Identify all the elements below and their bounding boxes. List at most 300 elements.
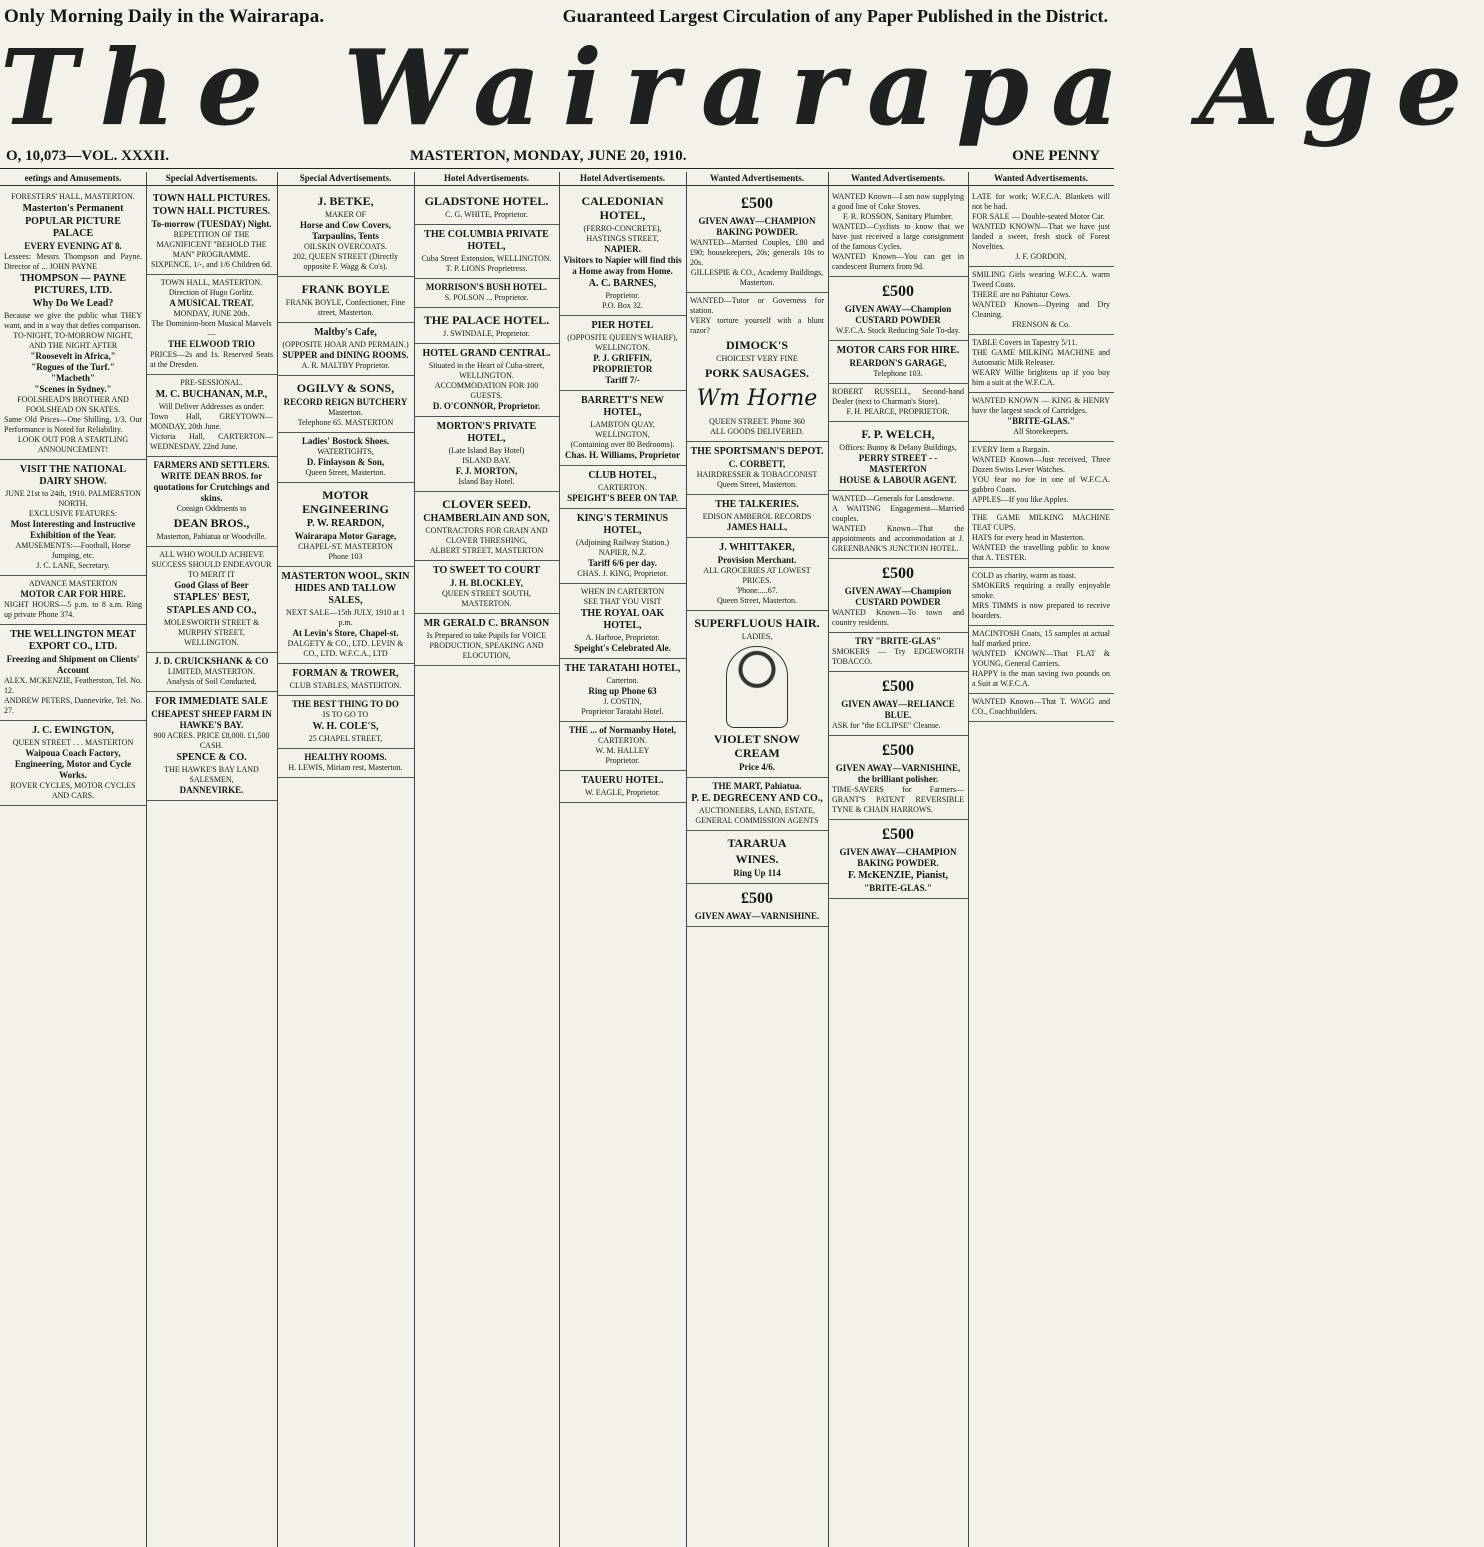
ad-line: THE MART, Pahiatua.: [712, 781, 802, 791]
ad-ogilvy: [277, 376, 414, 433]
ad-line: QUEEN STREET. Phone 360: [709, 417, 805, 426]
ad-line: TO-NIGHT, TO-MORROW NIGHT, AND THE NIGHT AFTER: [13, 331, 133, 350]
ad-line: (Adjoining Railway Station.): [575, 538, 670, 547]
ad-text: WANTED Known—You can get in candescent Burners from 9d.: [832, 252, 964, 271]
ad-betke: [277, 189, 414, 277]
ad-motor-car-hire: [0, 576, 146, 625]
ad-custard-powder: [828, 277, 968, 341]
ad-line: NEXT SALE—15th JULY, 1910 at 1 p.m.: [286, 608, 405, 627]
ad-line: T. P. LIONS Proprietress.: [445, 264, 528, 273]
ad-line: THE HAWKE'S BAY LAND SALESMEN,: [164, 765, 259, 784]
ad-mortons-hotel: [414, 417, 559, 492]
ad-text: WANTED Known—I am now supplying a good line of Coke Stoves.: [832, 192, 964, 211]
ad-columbia-hotel: [414, 225, 559, 279]
ad-caledonian-hotel: [559, 189, 686, 316]
ad-line: "Rogues of the Turf.": [31, 362, 115, 372]
ad-superfluous-hair: [686, 611, 828, 778]
ad-forman-trower: [277, 664, 414, 696]
ad-reardons-garage: [828, 341, 968, 384]
ad-line: "Roosevelt in Africa,": [30, 351, 116, 361]
ad-line: "Macbeth": [51, 373, 95, 383]
ad-healthy-rooms: [277, 749, 414, 778]
ad-heading: CLUB HOTEL,: [588, 470, 657, 481]
ad-line: F. J. MORTON,: [455, 466, 518, 476]
ad-text: HATS for every head in Masterton.: [972, 533, 1085, 542]
ad-line: ISLAND BAY.: [462, 456, 511, 465]
ad-gladstone-hotel: [414, 189, 559, 225]
ad-line: SIXPENCE, 1/-, and 1/6 Children 6d.: [151, 260, 272, 269]
ad-heading: £500: [741, 890, 773, 907]
ad-heading: WINES.: [735, 852, 779, 866]
ad-text: YOU fear no foe in one of W.F.C.A. gabbro Coats.: [972, 475, 1110, 494]
ad-line: J. SWINDALE, Proprietor.: [443, 329, 530, 338]
ad-line: DANNEVIRKE.: [179, 785, 244, 795]
ad-heading: THOMPSON — PAYNE PICTURES, LTD.: [19, 273, 127, 296]
ad-line: ACCOMMODATION FOR 100 GUESTS.: [434, 381, 539, 400]
ad-heading: P. W. REARDON,: [306, 518, 385, 529]
ad-line: Speight's Celebrated Ale.: [574, 643, 671, 653]
ad-text: LATE for work; W.F.C.A. Blankets will not be had.: [972, 192, 1110, 211]
ad-line: Offices: Bunny & Delany Buildings,: [839, 443, 957, 452]
ad-wanted-generals: [828, 491, 968, 559]
ad-line: 202, QUEEN STREET (Directly opposite F. Wagg & Co's).: [292, 252, 399, 271]
ad-tweed-coats: [968, 267, 1114, 335]
ad-line: NAPIER.: [604, 244, 641, 254]
ad-heading: THE WELLINGTON MEAT EXPORT CO., LTD.: [10, 629, 136, 652]
ad-text: MACINTOSH Coats, 15 samples at actual half marked price.: [972, 629, 1110, 648]
ad-text: SMOKERS — Try EDGEWORTH TOBACCO.: [832, 647, 964, 666]
ad-heading: CHAMBERLAIN AND SON,: [423, 513, 550, 524]
ad-text: WANTED—Cyclists to know that we have just received a large consignment of the famous Cycles.: [832, 222, 964, 251]
ad-heading: SPENCE & CO.: [176, 752, 247, 763]
ad-line: CHAS. J. KING, Proprietor.: [577, 569, 668, 578]
ad-line: Consign Oddments to: [176, 504, 247, 513]
ad-line: All Storekeepers.: [1013, 427, 1069, 436]
ad-line: Cuba Street Extension, WELLINGTON.: [421, 254, 552, 263]
ad-line: OILSKIN OVERCOATS.: [303, 242, 388, 251]
ad-heading: FRANK BOYLE: [301, 282, 390, 296]
price: ONE PENNY: [1012, 148, 1100, 164]
ad-motor-engineering: [277, 483, 414, 567]
column-heading: Special Advertisements.: [146, 172, 277, 186]
ad-line: HEALTHY ROOMS.: [304, 752, 387, 762]
ad-text: WANTED KNOWN—That FLAT & YOUNG, General Carriers.: [972, 649, 1110, 668]
ad-heading: THE COLUMBIA PRIVATE HOTEL,: [424, 229, 549, 252]
signature: Wm Horne: [696, 386, 818, 411]
ad-table-covers: [968, 335, 1114, 393]
ad-line: Ring Up 114: [733, 868, 781, 878]
ad-heading: A. C. BARNES,: [588, 278, 657, 289]
ad-line: Freezing and Shipment on Clients' Account: [6, 654, 140, 675]
ad-line: FOOLSHEAD'S BROTHER AND FOOLSHEAD ON SKATES.: [17, 395, 129, 414]
ad-line: CHEAPEST SHEEP FARM IN HAWKE'S BAY.: [151, 709, 272, 730]
ad-text: WANTED KNOWN—That we have just landed a sweet, fresh stock of Forest Novelties.: [972, 222, 1110, 251]
ad-dean-bros: [146, 457, 277, 547]
ad-line: DALGETY & CO., LTD. LEVIN & CO., LTD. W.F.C.A., LTD: [287, 639, 404, 658]
ad-heading: F. McKENZIE, Pianist,: [848, 870, 948, 881]
ad-text: WANTED—Tutor or Governess for station.: [690, 296, 824, 315]
dateline: [0, 148, 1114, 169]
ad-line: AMUSEMENTS:—Football, Horse Jumping, etc.: [15, 541, 131, 560]
ad-text: Same Old Prices—One Shilling, 1/3. Our Performance is Noted for Reliability.: [4, 415, 142, 434]
ad-line: FARMERS AND SETTLERS.: [153, 460, 270, 470]
ad-teat-cups: [968, 510, 1114, 568]
ad-line: (Late Island Bay Hotel): [448, 446, 525, 455]
ad-line: THE ... of Normanby Hotel,: [569, 725, 676, 735]
column-heading: Wanted Advertisements.: [686, 172, 828, 186]
ad-normanby-hotel: [559, 722, 686, 771]
ad-heading: KING'S TERMINUS HOTEL,: [576, 513, 669, 536]
ad-line: J. D. CRUICKSHANK & CO: [154, 656, 269, 666]
ad-meat-export: [0, 625, 146, 721]
ad-line: Ring up Phone 63: [588, 686, 657, 696]
ad-line: 900 ACRES. PRICE £8,000. £1,500 CASH.: [153, 731, 270, 750]
ad-line: (OPPOSITE QUEEN'S WHARF),: [567, 333, 678, 342]
ad-line: AUCTIONEERS, LAND, ESTATE, GENERAL COMMISSION AGENTS: [695, 806, 819, 825]
column-heading: eetings and Amusements.: [0, 172, 146, 186]
ad-line: EVERY EVENING AT 8.: [24, 241, 122, 251]
ad-line: ALBERT STREET, MASTERTON: [429, 546, 544, 555]
ad-line: TOWN HALL, MASTERTON.: [160, 278, 263, 287]
ad-line: CHAPEL-ST. MASTERTON: [298, 542, 393, 551]
ad-text: WEARY Willie brightens up if you buy him a suit at the W.F.C.A.: [972, 368, 1110, 387]
ad-line: WELLINGTON.: [595, 343, 650, 352]
ad-heading: VISIT THE NATIONAL DAIRY SHOW.: [19, 464, 127, 487]
ad-line: Carterton.: [606, 676, 639, 685]
ad-line: GILLESPIE & CO., Academy Buildings, Masterton.: [690, 268, 824, 287]
ad-line: 25 CHAPEL STREET,: [308, 734, 383, 743]
ad-line: D. O'CONNOR, Proprietor.: [432, 401, 541, 411]
ad-heading: OGILVY & SONS,: [296, 381, 395, 395]
ad-line: Wairarapa Motor Garage,: [294, 531, 397, 541]
ad-wool-sales: [277, 567, 414, 664]
ad-line: THE ELWOOD TRIO: [167, 339, 256, 349]
column-wanted-3: [968, 172, 1114, 1547]
ad-heading: CALEDONIAN HOTEL,: [581, 194, 664, 222]
ad-dimocks: [686, 293, 828, 442]
ad-line: WRITE DEAN BROS. for quotations for Crutchings and skins.: [153, 471, 270, 503]
ad-line: "BRITE-GLAS.": [864, 883, 932, 893]
ad-text: COLD as charity, warm as toast.: [972, 571, 1077, 580]
ad-heading: THE SPORTSMAN'S DEPOT.: [690, 446, 824, 457]
ad-heading: J. C. EWINGTON,: [32, 725, 114, 736]
ad-heading: SUPERFLUOUS HAIR.: [694, 616, 820, 630]
ad-taratahi-hotel: [559, 659, 686, 722]
ad-line: LADIES,: [741, 632, 773, 641]
ad-line: EXCLUSIVE FEATURES:: [28, 509, 118, 518]
ad-line: To-morrow (TUESDAY) Night.: [151, 219, 272, 229]
ad-picture-palace: [0, 189, 146, 460]
ad-line: W.F.C.A. Stock Reducing Sale To-day.: [835, 326, 961, 335]
ad-heading: £500: [882, 742, 914, 759]
ad-text: THE GAME MILKING MACHINE TEAT CUPS.: [972, 513, 1110, 532]
ad-royal-oak: [559, 584, 686, 659]
ad-line: F. H. PEARCE, PROPRIETOR.: [846, 407, 950, 416]
ad-blankets: [968, 189, 1114, 267]
ad-line: W. M. HALLEY: [595, 746, 650, 755]
ad-line: REARDON'S GARAGE,: [849, 358, 947, 368]
ad-line: PRE-SESSIONAL.: [180, 378, 243, 387]
ad-buchanan: [146, 375, 277, 457]
ad-line: Horse and Cow Covers, Tarpaulins, Tents: [300, 220, 391, 241]
ad-text: Because we give the public what THEY want, and in a way that defies comparison.: [4, 311, 142, 330]
ad-line: ALL GOODS DELIVERED.: [710, 427, 804, 436]
ad-heading: DIMOCK'S: [725, 338, 788, 352]
ad-line: ADVANCE MASTERTON: [28, 579, 118, 588]
column-heading: Wanted Advertisements.: [828, 172, 968, 186]
ad-text: APPLES—If you like Apples.: [972, 495, 1069, 504]
strap-right: Guaranteed Largest Circulation of any Paper Published in the District.: [562, 6, 1108, 26]
ad-heading: DEAN BROS.,: [173, 516, 250, 530]
ad-heading: FOR IMMEDIATE SALE: [155, 696, 268, 707]
ad-sheep-farm: [146, 692, 277, 801]
ad-line: SPEIGHT'S BEER ON TAP.: [567, 493, 678, 503]
ad-baking-powder: [686, 189, 828, 293]
ad-line: JAMES HALL,: [726, 522, 788, 532]
ad-pier-hotel: [559, 316, 686, 391]
ad-heading: W. H. COLE'S,: [312, 721, 379, 732]
volume-number: O, 10,073—VOL. XXXII.: [6, 148, 170, 164]
ad-line: P.O. Box 32.: [602, 301, 643, 310]
ad-line: ALL GROCERIES AT LOWEST PRICES.: [703, 566, 811, 585]
ad-heading: MORTON'S PRIVATE HOTEL,: [436, 421, 537, 444]
ad-line: (Containing over 80 Bedrooms).: [570, 440, 675, 449]
ad-staples-beer: [146, 547, 277, 653]
ad-heading: P. E. DEGRECENY AND CO.,: [691, 793, 823, 804]
ad-heading: TARARUA: [727, 836, 787, 850]
ad-line: FORESTERS' HALL, MASTERTON.: [11, 192, 135, 201]
ad-line: Phone 103: [328, 552, 363, 561]
column-wanted-2: [828, 172, 969, 1547]
ad-line: Is Prepared to take Pupils for VOICE PRODUCTION, SPEAKING AND ELOCUTION,: [426, 631, 547, 660]
ad-text: Town Hall, GREYTOWN—MONDAY, 20th June.: [150, 412, 273, 431]
column-heading: Hotel Advertisements.: [414, 172, 559, 186]
ad-heading: M. C. BUCHANAN, M.P.,: [155, 389, 268, 400]
ad-line: P. J. GRIFFIN, PROPRIETOR: [592, 353, 653, 374]
column-hotels-1: [414, 172, 560, 1547]
column-heading: Wanted Advertisements.: [968, 172, 1114, 186]
ad-line: D. Finlayson & Son,: [306, 457, 385, 467]
ad-line: FRENSON & Co.: [1011, 320, 1070, 329]
ad-line: SEE THAT YOU VISIT: [583, 597, 662, 606]
ad-line: TRY "BRITE-GLAS": [854, 636, 942, 646]
ad-kings-terminus: [559, 509, 686, 584]
ad-club-hotel: [559, 466, 686, 509]
ad-line: MAKER OF: [324, 210, 367, 219]
ad-line: NAPIER, N.Z.: [598, 548, 647, 557]
ad-heading: J. BETKE,: [317, 194, 374, 208]
ad-custard-powder-2: [828, 559, 968, 633]
ad-heading: STAPLES' BEST,: [173, 592, 250, 603]
ad-heading: TOWN HALL PICTURES.: [152, 206, 271, 217]
ad-line: GIVEN AWAY—VARNISHINE.: [694, 911, 820, 921]
column-special-2: [277, 172, 415, 1547]
ad-line: LAMBTON QUAY,: [590, 420, 655, 429]
ad-line: F. R. ROSSON, Sanitary Plumber.: [842, 212, 954, 221]
ad-line: Good Glass of Beer: [174, 580, 249, 590]
ad-bostock-shoes: [277, 433, 414, 483]
ad-taueru-hotel: [559, 771, 686, 803]
ad-line: J. F. GORDON,: [1015, 252, 1067, 261]
ad-line: C. CORBETT,: [728, 459, 786, 469]
ad-line: C. G. WHITE, Proprietor.: [445, 210, 528, 219]
ad-swiss-watches: [968, 442, 1114, 510]
ad-line: HOUSE & LABOUR AGENT.: [839, 475, 957, 485]
ad-text: HAPPY is the man saving two pounds on a Suit at W.F.C.A.: [972, 669, 1110, 688]
ad-line: Visitors to Napier will find this a Home away from Home.: [563, 255, 682, 276]
ad-line: Tariff 7/-: [605, 375, 640, 385]
ad-line: WHEN IN CARTERTON: [580, 587, 665, 596]
ad-baking-powder-2: [828, 820, 968, 899]
ad-grand-central: [414, 344, 559, 417]
ad-heading: BARRETT'S NEW HOTEL,: [580, 395, 665, 418]
ad-brite-glas: [828, 633, 968, 672]
ad-heading: THE ROYAL OAK HOTEL,: [580, 608, 665, 631]
ad-musical-treat: [146, 275, 277, 375]
ad-line: J. COSTIN,: [603, 697, 642, 706]
ad-talkeries: [686, 495, 828, 538]
ad-line: GIVEN AWAY—CHAMPION BAKING POWDER.: [698, 216, 816, 237]
masthead-title: The Wairarapa Age: [0, 26, 1484, 149]
ad-text: WANTED Known—That the appointments and accommodation at J. GREENBANK'S JUNCTION HOTEL.: [832, 524, 964, 553]
ad-reliance-blue: [828, 672, 968, 736]
ad-text: SMOKERS requiring a really enjoyable smoke.: [972, 581, 1110, 600]
ad-heading: THE TARATAHI HOTEL,: [564, 663, 681, 674]
ad-columns: [0, 172, 1114, 1547]
ad-palace-hotel: [414, 308, 559, 344]
ad-line: Price 4/6.: [739, 762, 775, 772]
ad-text: WANTED Known—Just received, Three Dozen Swiss Lever Watches.: [972, 455, 1110, 474]
ad-line: REPETITION OF THE MAGNIFICENT "BEHOLD THE MAN" PROGRAMME.: [156, 230, 267, 259]
ad-text: WANTED Known—To town and country residents.: [832, 608, 964, 627]
ad-text: WANTED Known—Dyeing and Dry Cleaning.: [972, 300, 1110, 319]
ad-line: ROVER CYCLES, MOTOR CYCLES AND CARS.: [10, 781, 136, 800]
ad-line: SUPPER and DINING ROOMS.: [282, 350, 409, 360]
ad-heading: THE PALACE HOTEL.: [423, 313, 550, 327]
ad-text: ALEX. MCKENZIE, Featherston, Tel. No. 12.: [4, 676, 142, 695]
ad-text: FOR SALE — Double-seated Motor Car.: [972, 212, 1105, 221]
ad-line: Ladies' Bostock Shoes.: [301, 436, 390, 446]
ad-heading: MASTERTON WOOL, SKIN HIDES AND TALLOW SALES,: [281, 571, 410, 606]
ad-line: Queen Street, Masterton.: [305, 468, 386, 477]
ad-line: RECORD REIGN BUTCHERY: [283, 397, 408, 407]
ad-line: EDISON AMBEROL RECORDS: [702, 512, 812, 521]
ad-line: "Scenes in Sydney.": [34, 384, 112, 394]
ad-heading: PORK SAUSAGES.: [704, 366, 810, 380]
ad-varnishine: [686, 884, 828, 927]
ad-heading: CLOVER SEED.: [442, 497, 531, 511]
ad-line: "BRITE-GLAS.": [1007, 416, 1075, 426]
ad-blockley: [414, 561, 559, 614]
ad-text: ROBERT RUSSELL, Second-hand Dealer (next to Charman's Store).: [832, 387, 964, 406]
ad-morrisons-bush: [414, 279, 559, 308]
ad-robert-russell: [828, 384, 968, 422]
ad-heading: PIER HOTEL: [591, 320, 654, 331]
ad-line: GIVEN AWAY—Champion CUSTARD POWDER: [844, 304, 952, 325]
ad-heading: J. WHITTAKER,: [719, 542, 795, 553]
ad-macintosh-coats: [968, 626, 1114, 694]
ad-line: Analysis of Soil Conducted.: [166, 677, 257, 686]
ad-text: A WAITING Engagement—Married couples.: [832, 504, 964, 523]
ad-frank-boyle: [277, 277, 414, 323]
ad-line: LOOK OUT FOR A STARTLING ANNOUNCEMENT!: [17, 435, 129, 454]
ad-line: GIVEN AWAY—RELIANCE BLUE.: [841, 699, 955, 720]
ad-line: MONDAY, JUNE 20th.: [173, 309, 250, 318]
ad-heading: STAPLES AND CO.,: [166, 605, 257, 616]
ad-line: Most Interesting and Instructive Exhibition of the Year.: [10, 519, 136, 540]
ad-line: Island Bay Hotel.: [458, 477, 515, 486]
ad-line: Proprietor Taratahi Hotel.: [581, 707, 664, 716]
ad-line: IS TO GO TO: [322, 710, 369, 719]
ad-line: Queen Street, Masterton.: [717, 480, 797, 489]
ad-line: Chas. H. Williams, Proprietor: [564, 450, 680, 460]
ad-line: W. EAGLE, Proprietor.: [584, 788, 661, 797]
ad-line: H. LEWIS, Miriam rest, Masterton.: [288, 763, 403, 772]
ad-line: Waipoua Coach Factory, Engineering, Motor and Cycle Works.: [14, 748, 132, 780]
ad-line: QUEEN STREET SOUTH, MASTERTON.: [442, 589, 531, 608]
ad-heading: FORMAN & TROWER,: [292, 668, 399, 679]
ad-heading: POPULAR PICTURE PALACE: [25, 216, 121, 239]
ad-line: Telephone 103.: [873, 369, 923, 378]
column-hotels-2: [559, 172, 687, 1547]
ad-the-mart: [686, 778, 828, 831]
ad-text: TIME-SAVERS for Farmers—GRANT'S PATENT REVERSIBLE TYNE & CHAIN HARROWS.: [832, 785, 964, 814]
ad-text: NIGHT HOURS—5 p.m. to 8 a.m. Ring up private Phone 374.: [4, 600, 142, 619]
ad-line: HASTINGS STREET,: [586, 234, 659, 243]
ad-varnishine-2: [828, 736, 968, 820]
ad-text: WANTED—Married Couples, £80 and £90; housekeepers, 20s; generals 10s to 20s.: [690, 238, 824, 267]
ad-line: Proprietor.: [605, 756, 640, 765]
ad-line: The Dominion-born Musical Marvels—: [151, 319, 272, 338]
ad-barretts-hotel: [559, 391, 686, 466]
ad-text: THE GAME MILKING MACHINE and Automatic Milk Releaser.: [972, 348, 1110, 367]
ad-text: WANTED the travelling public to know that A. TESTER.: [972, 543, 1110, 562]
ad-line: A. R. MALTBY Proprietor.: [301, 361, 390, 370]
ad-line: WELLINGTON,: [595, 430, 650, 439]
ad-heading: £500: [741, 195, 773, 212]
ad-line: CARTERTON.: [598, 736, 647, 745]
ad-line: MOLESWORTH STREET & MURPHY STREET, WELLINGTON.: [163, 618, 260, 647]
ad-line: Situated in the Heart of Cuba-street, WELLINGTON.: [428, 361, 545, 380]
column-heading: Special Advertisements.: [277, 172, 414, 186]
ad-heading: £500: [882, 283, 914, 300]
ad-line: Provision Merchant.: [717, 555, 797, 565]
ad-line: FRANK BOYLE, Confectioner, Fine street, Masterton.: [285, 298, 406, 317]
ad-text: MRS TIMMS is now prepared to receive boarders.: [972, 601, 1110, 620]
ad-line: CLUB STABLES, MASTERTON.: [289, 681, 402, 690]
ad-line: 'Phone.....67.: [736, 586, 778, 595]
ad-line: (FERRO-CONCRETE),: [583, 224, 662, 233]
ad-heading: £500: [882, 565, 914, 582]
ad-line: A. Harbroe, Proprietor.: [585, 633, 660, 642]
ad-line: PERRY STREET - - MASTERTON: [858, 453, 938, 474]
ad-tararua-wines: [686, 831, 828, 884]
ad-text: WANTED—Generals for Lansdowne.: [832, 494, 955, 503]
ad-town-hall-pictures: [146, 189, 277, 275]
ad-text: WANTED KNOWN — KING & HENRY have the largest stock of Cartridges.: [972, 396, 1110, 415]
ad-heading: MR GERALD C. BRANSON: [423, 618, 550, 629]
ad-smokers: [968, 568, 1114, 626]
ad-line: Masterton.: [328, 408, 363, 417]
ad-line: GIVEN AWAY—CHAMPION BAKING POWDER.: [839, 847, 957, 868]
ad-text: PRICES—2s and 1s. Reserved Seats at the Dresden.: [150, 350, 273, 369]
ad-heading: £500: [882, 678, 914, 695]
ad-line: At Levin's Store, Chapel-st.: [292, 628, 399, 638]
ad-branson: [414, 614, 559, 666]
ad-line: CONTRACTORS FOR GRAIN AND CLOVER THRESHING,: [425, 526, 548, 545]
ad-text: WANTED Known—That T. WAGG and CO., Coachbuilders.: [972, 697, 1110, 716]
ad-line: S. POLSON ... Proprietor.: [444, 293, 529, 302]
